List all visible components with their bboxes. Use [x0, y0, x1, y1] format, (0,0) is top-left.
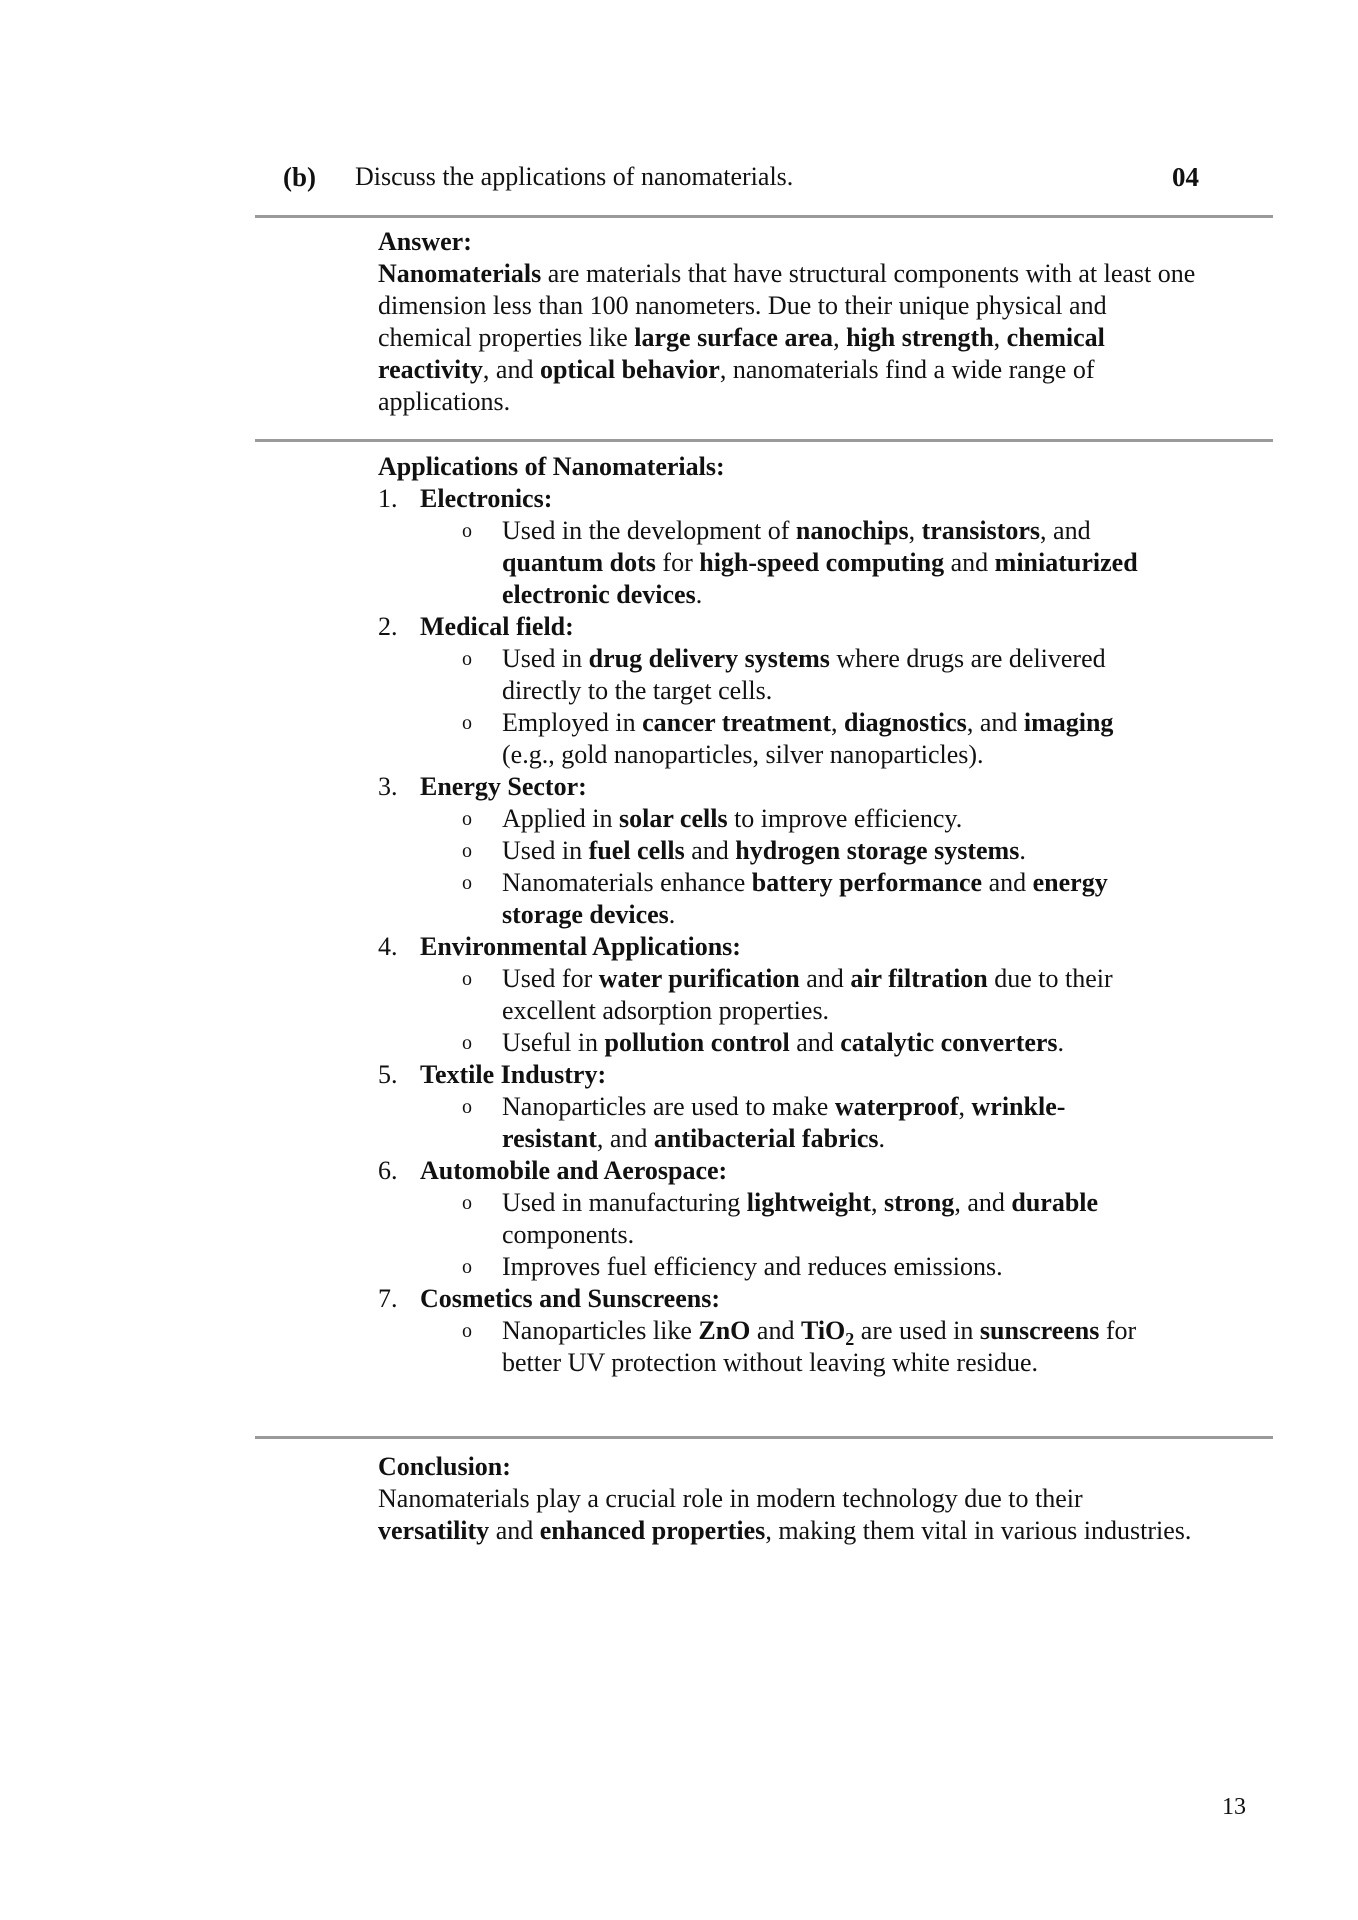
bullet-item — [378, 1315, 1162, 1379]
item-number: 7. — [378, 1284, 398, 1313]
bullet-item — [378, 835, 1162, 867]
bold-text: Nanomaterials — [378, 259, 542, 288]
bold-text: high-speed computing — [699, 548, 945, 577]
item-number: 5. — [378, 1060, 398, 1089]
bold-text: durable — [1011, 1188, 1099, 1217]
text-run: , — [908, 516, 922, 545]
text-run: Used in manufacturing — [502, 1188, 747, 1217]
text-run: Nanoparticles are used to make — [502, 1092, 835, 1121]
bullet-circle-icon: o — [462, 968, 472, 990]
text-run: Used in the development of — [502, 516, 796, 545]
bold-text: TiO — [800, 1316, 846, 1345]
text-run: and — [799, 964, 851, 993]
text-run: , — [993, 323, 1007, 352]
bold-text: cancer treatment — [642, 708, 831, 737]
bold-text: transistors — [921, 516, 1041, 545]
application-item — [378, 1283, 1198, 1379]
bold-text: versatility — [378, 1516, 490, 1545]
text-run: . — [1019, 836, 1026, 865]
item-title: Electronics: — [420, 484, 553, 513]
bullet-item — [378, 963, 1162, 1027]
text-run: Useful in — [502, 1028, 605, 1057]
bold-text: optical behavior — [539, 355, 720, 384]
bold-text: sunscreens — [979, 1316, 1100, 1345]
bold-text: energy storage devices — [502, 868, 1108, 929]
answer-paragraph — [378, 258, 1198, 418]
bold-text: water purification — [598, 964, 800, 993]
bullet-item — [378, 803, 1162, 835]
question-text: Discuss the applications of nanomaterials. — [355, 162, 794, 191]
bullet-item — [378, 1187, 1162, 1251]
text-run: are used in — [854, 1316, 980, 1345]
bullet-list — [420, 643, 1198, 771]
bullet-circle-icon: o — [462, 1096, 472, 1118]
bullet-circle-icon: o — [462, 520, 472, 542]
text-run: , — [871, 1188, 884, 1217]
item-title: Medical field: — [420, 612, 574, 641]
text-run: Used in — [502, 836, 589, 865]
application-item — [378, 931, 1198, 1059]
bullet-item — [378, 1091, 1162, 1155]
text-run: , — [833, 323, 847, 352]
question-label: (b) — [283, 162, 316, 192]
item-number: 2. — [378, 612, 398, 641]
bold-text: lightweight — [746, 1188, 871, 1217]
text-run: , and — [596, 1124, 654, 1153]
text-run: . — [668, 900, 676, 929]
text-run: , nanomaterials find a wide range of applications. — [378, 355, 1095, 416]
text-run: due to their excellent adsorption properties. — [502, 964, 1113, 1025]
bullet-list — [420, 803, 1198, 931]
bold-text: pollution control — [604, 1028, 790, 1057]
bullet-list — [420, 1187, 1198, 1283]
item-title: Textile Industry: — [420, 1060, 607, 1089]
text-run: , and — [966, 708, 1024, 737]
application-item — [378, 483, 1198, 611]
bullet-circle-icon: o — [462, 1192, 472, 1214]
text-run: Applied in — [502, 804, 619, 833]
text-run: , and — [1040, 516, 1091, 545]
item-title: Automobile and Aerospace: — [420, 1156, 728, 1185]
item-number: 3. — [378, 772, 398, 801]
text-run: Nanomaterials play a crucial role in modern technology due to their — [378, 1484, 1083, 1513]
text-run: Improves fuel efficiency and reduces emissions. — [502, 1252, 1003, 1281]
answer-heading: Answer: — [378, 227, 472, 256]
bullet-circle-icon: o — [462, 712, 472, 734]
bullet-item — [378, 867, 1162, 931]
application-item — [378, 771, 1198, 931]
item-title: Energy Sector: — [420, 772, 587, 801]
bold-text: solar cells — [619, 804, 728, 833]
text-run: (e.g., gold nanoparticles, silver nanoparticles). — [502, 740, 984, 769]
text-run: components. — [502, 1220, 635, 1249]
text-run: and — [684, 836, 736, 865]
text-run: Used for — [502, 964, 599, 993]
bullet-list — [420, 1315, 1198, 1379]
text-run: and — [944, 548, 995, 577]
bullet-circle-icon: o — [462, 1256, 472, 1278]
applications-section — [378, 451, 1198, 1379]
application-item — [378, 1059, 1198, 1155]
text-run: Nanoparticles like — [502, 1316, 699, 1345]
conclusion-paragraph — [378, 1483, 1198, 1547]
item-number: 1. — [378, 484, 398, 513]
text-run: , — [831, 708, 844, 737]
text-run: Nanomaterials enhance — [502, 868, 752, 897]
text-run: for — [655, 548, 700, 577]
bullet-circle-icon: o — [462, 808, 472, 830]
bullet-item — [378, 707, 1162, 771]
text-run: and — [789, 1028, 841, 1057]
text-run: to improve efficiency. — [727, 804, 963, 833]
text-run: , and — [954, 1188, 1012, 1217]
bold-text: fuel cells — [588, 836, 685, 865]
bullet-list — [420, 1091, 1198, 1155]
bold-text: ZnO — [698, 1316, 751, 1345]
subscript-text: 2 — [845, 1329, 855, 1350]
bold-text: diagnostics — [844, 708, 967, 737]
conclusion-section — [378, 1451, 1198, 1547]
bold-text: wrinkle-resistant — [502, 1092, 1066, 1153]
divider-top — [255, 215, 1273, 218]
bullet-circle-icon: o — [462, 840, 472, 862]
text-run: for better UV protection without leaving white residue. — [502, 1316, 1137, 1377]
bold-text: strong — [884, 1188, 955, 1217]
bold-text: waterproof — [834, 1092, 959, 1121]
text-run: . — [878, 1124, 885, 1153]
bold-text: high strength — [846, 323, 994, 352]
bold-text: antibacterial fabrics — [653, 1124, 879, 1153]
applications-list — [378, 483, 1198, 1379]
text-run: are materials that have structural components with at least one dimension less than 100 nanometers. Due to their unique physical and chemical properties like — [378, 259, 1196, 352]
item-number: 6. — [378, 1156, 398, 1185]
bullet-item — [378, 515, 1162, 611]
bold-text: large surface area — [634, 323, 834, 352]
conclusion-heading: Conclusion: — [378, 1452, 511, 1481]
text-run: Employed in — [502, 708, 643, 737]
text-run: Used in — [502, 644, 589, 673]
text-run: , — [958, 1092, 972, 1121]
bold-text: air filtration — [850, 964, 988, 993]
bullet-list — [420, 963, 1198, 1059]
bold-text: nanochips — [795, 516, 909, 545]
item-title: Cosmetics and Sunscreens: — [420, 1284, 720, 1313]
bullet-circle-icon: o — [462, 648, 472, 670]
applications-heading: Applications of Nanomaterials: — [378, 452, 725, 481]
question-marks: 04 — [1172, 162, 1199, 192]
bullet-circle-icon: o — [462, 1032, 472, 1054]
text-run: , making them vital in various industries. — [765, 1516, 1192, 1545]
bold-text: drug delivery systems — [588, 644, 830, 673]
bold-text: enhanced properties — [539, 1516, 766, 1545]
text-run: . — [695, 580, 703, 609]
application-item — [378, 1155, 1198, 1283]
bullet-item — [378, 1251, 1162, 1283]
bold-text: chemical reactivity — [378, 323, 1105, 384]
bullet-circle-icon: o — [462, 872, 472, 894]
answer-section — [378, 226, 1198, 418]
bullet-list — [420, 515, 1198, 611]
bold-text: battery performance — [751, 868, 983, 897]
bold-text: hydrogen storage systems — [735, 836, 1020, 865]
bullet-item — [378, 1027, 1162, 1059]
bold-text: imaging — [1023, 708, 1114, 737]
text-run: and — [489, 1516, 540, 1545]
text-run: , and — [482, 355, 540, 384]
bullet-item — [378, 643, 1162, 707]
bullet-circle-icon: o — [462, 1320, 472, 1342]
bold-text: catalytic converters — [840, 1028, 1058, 1057]
bold-text: miniaturized electronic devices — [502, 548, 1138, 609]
bold-text: quantum dots — [502, 548, 656, 577]
divider-bottom — [255, 1436, 1273, 1439]
page-number: 13 — [1222, 1794, 1246, 1820]
divider-middle — [255, 439, 1273, 442]
application-item — [378, 611, 1198, 771]
text-run: . — [1057, 1028, 1065, 1057]
item-number: 4. — [378, 932, 398, 961]
item-title: Environmental Applications: — [420, 932, 741, 961]
text-run: where drugs are delivered directly to the target cells. — [502, 644, 1106, 705]
text-run: and — [750, 1316, 801, 1345]
text-run: and — [982, 868, 1033, 897]
